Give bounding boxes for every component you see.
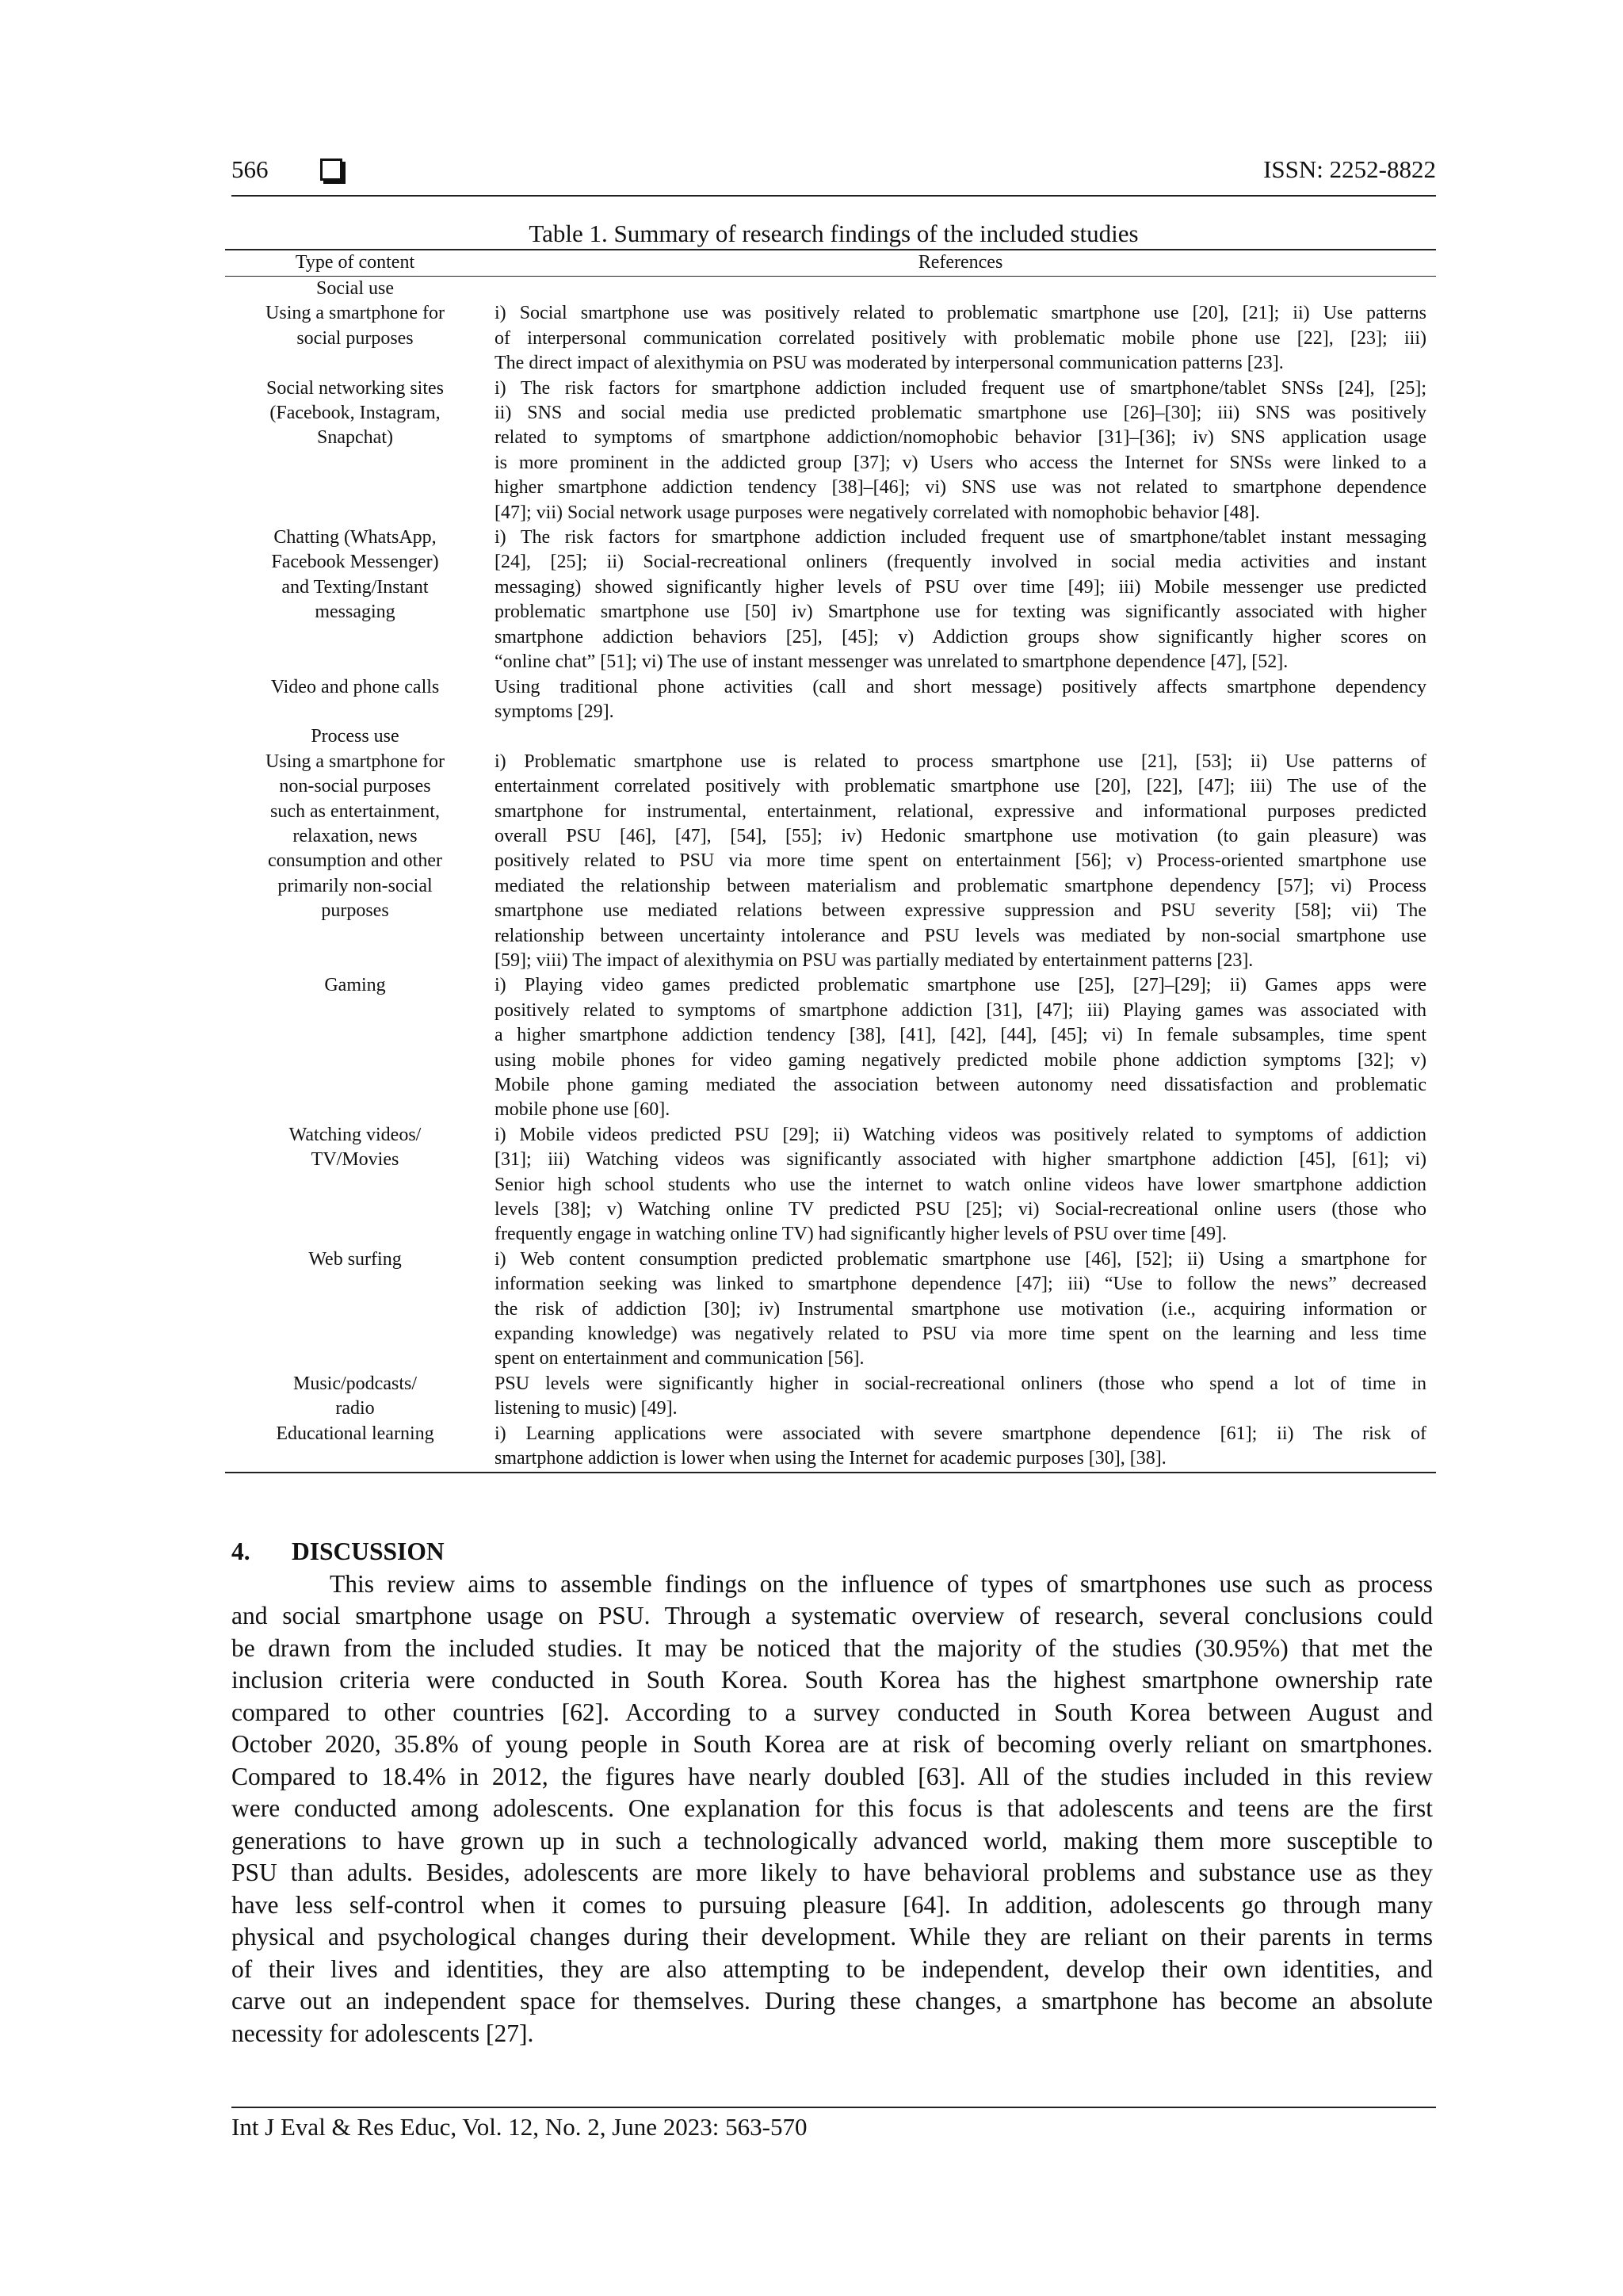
table-row (225, 750, 1436, 974)
references-cell (495, 675, 1426, 725)
paragraph-line: generations to have grown up in such a technologically advanced world, making them more susceptible to (231, 1826, 1433, 1855)
paragraph-line: be drawn from the included studies. It may be noticed that the majority of the studies (30.95%) that met the (231, 1633, 1433, 1662)
reference-line: information seeking was linked to smartphone dependence [47]; iii) “Use to follow the news” decreased (495, 1274, 1426, 1295)
content-type-line: Watching videos/ (288, 1124, 422, 1145)
reference-line: higher smartphone addiction tendency [38]–[46]; vi) SNS use was not related to smartphone dependence (495, 477, 1426, 499)
table-row (225, 301, 1436, 376)
content-type-cell (225, 1372, 485, 1422)
reference-line: expanding knowledge) was negatively related to PSU via more time spent on the learning and less time (495, 1324, 1426, 1345)
section-number: 4. (231, 1538, 250, 1565)
reference-line: levels [38]; v) Watching online TV predicted PSU [25]; vi) Social-recreational online users (those who (495, 1199, 1426, 1221)
content-type-line: TV/Movies (311, 1149, 399, 1171)
references-cell (495, 1422, 1426, 1472)
content-type-line: and Texting/Instant (281, 576, 429, 598)
table-row (225, 1372, 1436, 1422)
reference-line: Senior high school students who use the internet to watch online videos have lower smartphone addiction (495, 1174, 1426, 1195)
section-title: DISCUSSION (292, 1538, 445, 1565)
reference-line: symptoms [29]. (495, 701, 614, 722)
content-type-line: Web surfing (308, 1248, 402, 1270)
paragraph-line: compared to other countries [62]. According to a survey conducted in South Korea between August and (231, 1698, 1433, 1726)
reference-line: overall PSU [46], [47], [54], [55]; iv) Hedonic smartphone use motivation (to gain pleasure) was (495, 825, 1426, 846)
content-type-line: Chatting (WhatsApp, (273, 527, 437, 548)
table-caption: Table 1. Summary of research findings of the included studies (529, 220, 1139, 247)
references-cell (495, 1247, 1426, 1372)
content-type-line: social purposes (296, 327, 414, 349)
reference-line: the risk of addiction [30]; iv) Instrumental smartphone use motivation (i.e., acquiring information or (495, 1298, 1426, 1320)
table-row (225, 376, 1436, 525)
paragraph-line: PSU than adults. Besides, adolescents are more likely to have behavioral problems and substance use as they (231, 1859, 1433, 1886)
content-type-line: messaging (315, 602, 395, 623)
page-footer: Int J Eval & Res Educ, Vol. 12, No. 2, June 2023: 563-570 (231, 2107, 1436, 2141)
table-row (225, 973, 1436, 1122)
reference-line: “online chat” [51]; vi) The use of instant messenger was unrelated to smartphone dependence [47], [52]. (495, 651, 1289, 673)
reference-line: of interpersonal communication correlated positively with problematic mobile phone use [22], [23]; iii) (495, 327, 1426, 349)
paragraph-line: of their lives and identities, they are also attempting to be independent, develop their own identities, and (231, 1954, 1433, 1983)
discussion-section (231, 1536, 1433, 2050)
content-type-line: Facebook Messenger) (271, 552, 439, 573)
references-cell (495, 301, 1426, 376)
content-type-line: Using a smartphone for (265, 303, 445, 324)
issn: ISSN: 2252-8822 (1263, 155, 1436, 183)
paragraph-line: have less self-control when it comes to pursuing pleasure [64]. In addition, adolescents go through many (231, 1890, 1433, 1919)
paragraph-line: carve out an independent space for themselves. During these changes, a smartphone has become an absolute (231, 1987, 1433, 2015)
reference-line: i) Problematic smartphone use is related to process smartphone use [21], [53]; ii) Use patterns of (495, 751, 1426, 772)
reference-line: positively related to PSU via more time spent on entertainment [56]; v) Process-oriented smartphone use (495, 850, 1426, 872)
paragraph-line: October 2020, 35.8% of young people in South Korea are at risk of becoming overly reliant on smartphones. (231, 1730, 1433, 1758)
reference-line: Using traditional phone activities (call and short message) positively affects smartphone dependency (495, 676, 1426, 697)
reference-line: i) Social smartphone use was positively related to problematic smartphone use [20], [21]; ii) Use patterns (495, 303, 1426, 324)
content-type-cell (225, 301, 485, 376)
reference-line: a higher smartphone addiction tendency [38], [41], [42], [44], [45]; vi) In female subsamples, time spent (495, 1025, 1426, 1046)
paragraph-line: physical and psychological changes during their development. While they are reliant on their parents in terms (231, 1923, 1433, 1950)
reference-line: i) Learning applications were associated with severe smartphone dependence [61]; ii) The risk of (495, 1423, 1426, 1444)
column-header-type: Type of content (295, 252, 415, 273)
reference-line: messaging) showed significantly higher levels of PSU over time [49]; iii) Mobile messenger use predicted (495, 576, 1426, 598)
references-cell (495, 1372, 1426, 1422)
table-row (225, 1422, 1436, 1472)
section-heading (231, 1536, 1433, 1568)
content-type-line: radio (335, 1398, 375, 1419)
content-type-cell (225, 750, 485, 974)
reference-line: entertainment correlated positively with problematic smartphone use [20], [22], [47]; iii) The use of the (495, 776, 1426, 797)
reference-line: The direct impact of alexithymia on PSU was moderated by interpersonal communication patterns [23]. (495, 353, 1284, 374)
reference-line: problematic smartphone use [50] iv) Smartphone use for texting was significantly associated with higher (495, 602, 1426, 623)
content-type-line: primarily non-social (277, 875, 433, 896)
content-type-line: Video and phone calls (270, 676, 440, 697)
paragraph-line: necessity for adolescents [27]. (231, 2019, 534, 2047)
reference-line: related to symptoms of smartphone addiction/nomophobic behavior [31]–[36]; iv) SNS application usage (495, 427, 1426, 449)
page-number: 566 (231, 155, 269, 183)
table-row (225, 675, 1436, 725)
content-type-cell (225, 1422, 485, 1472)
content-type-line: Snapchat) (317, 427, 393, 449)
reference-line: smartphone for instrumental, entertainment, relational, expressive and informational purposes predicted (495, 800, 1426, 822)
table-header-row (225, 249, 1436, 277)
reference-line: i) Playing video games predicted problematic smartphone use [25], [27]–[29]; ii) Games apps were (495, 975, 1426, 996)
references-cell (495, 750, 1426, 974)
references-cell (495, 1123, 1426, 1247)
reference-line: spent on entertainment and communication [56]. (495, 1348, 865, 1370)
discussion-paragraph (231, 1568, 1433, 2050)
reference-line: smartphone addiction is lower when using the Internet for academic purposes [30], [38]. (495, 1448, 1167, 1469)
references-cell (495, 525, 1426, 674)
column-header-references: References (918, 252, 1003, 273)
table-row (225, 1247, 1436, 1372)
content-type-line: Gaming (324, 975, 386, 996)
content-type-cell (225, 973, 485, 1122)
findings-table (225, 249, 1436, 1473)
content-type-cell (225, 1247, 485, 1372)
references-cell (495, 973, 1426, 1122)
table-body (225, 277, 1436, 1473)
reference-line: ii) SNS and social media use predicted problematic smartphone use [26]–[30]; iii) SNS was positively (495, 403, 1426, 424)
page-header (231, 155, 1436, 197)
table-section-title: Social use (316, 278, 394, 299)
content-type-line: (Facebook, Instagram, (269, 403, 441, 424)
reference-line: mediated the relationship between materialism and problematic smartphone dependency [57]; vi) Process (495, 875, 1426, 896)
content-type-line: non-social purposes (279, 776, 431, 797)
reference-line: frequently engage in watching online TV) had significantly higher levels of PSU over time [49]. (495, 1224, 1227, 1245)
box-icon (320, 159, 342, 181)
reference-line: positively related to symptoms of smartphone addiction [31], [47]; iii) Playing games was associated with (495, 999, 1426, 1021)
reference-line: [59]; viii) The impact of alexithymia on PSU was partially mediated by entertainment patterns [23]. (495, 949, 1254, 971)
content-type-line: Music/podcasts/ (293, 1373, 417, 1394)
reference-line: i) Web content consumption predicted problematic smartphone use [46], [52]; ii) Using a smartphone for (495, 1248, 1426, 1270)
paragraph-line: inclusion criteria were conducted in South Korea. South Korea has the highest smartphone ownership rate (231, 1666, 1433, 1694)
content-type-cell (225, 675, 485, 725)
reference-line: i) The risk factors for smartphone addiction included frequent use of smartphone/tablet instant messaging (495, 527, 1426, 548)
paragraph-line: and social smartphone usage on PSU. Through a systematic overview of research, several conclusions could (231, 1602, 1433, 1629)
table-row (225, 1123, 1436, 1247)
reference-line: PSU levels were significantly higher in social-recreational onliners (those who spend a lot of time in (495, 1373, 1426, 1394)
reference-line: relationship between uncertainty intolerance and PSU levels was mediated by non-social smartphone use (495, 925, 1426, 946)
content-type-line: relaxation, news (292, 825, 418, 846)
content-type-line: consumption and other (268, 850, 442, 872)
reference-line: [47]; vii) Social network usage purposes were negatively correlated with nomophobic behavior [48]. (495, 502, 1260, 523)
content-type-line: Social networking sites (266, 377, 444, 399)
content-type-line: Educational learning (276, 1423, 434, 1444)
content-type-line: purposes (321, 900, 389, 922)
reference-line: smartphone use mediated relations between expressive suppression and PSU severity [58]; vii) The (495, 900, 1426, 922)
table-row (225, 525, 1436, 674)
content-type-cell (225, 376, 485, 525)
reference-line: mobile phone use [60]. (495, 1099, 670, 1121)
references-cell (495, 376, 1426, 525)
content-type-cell (225, 525, 485, 674)
reference-line: i) The risk factors for smartphone addiction included frequent use of smartphone/tablet SNSs [24], [25]; (495, 377, 1426, 399)
table-section-title: Process use (311, 726, 399, 747)
paragraph-line: This review aims to assemble findings on the influence of types of smartphones use such as process (330, 1569, 1433, 1598)
reference-line: listening to music) [49]. (495, 1398, 678, 1419)
content-type-cell (225, 1123, 485, 1247)
reference-line: Mobile phone gaming mediated the association between autonomy need dissatisfaction and problematic (495, 1075, 1426, 1095)
reference-line: i) Mobile videos predicted PSU [29]; ii) Watching videos was positively related to symptoms of addiction (495, 1124, 1426, 1145)
reference-line: is more prominent in the addicted group [37]; v) Users who access the Internet for SNSs were linked to a (495, 452, 1426, 473)
content-type-line: such as entertainment, (270, 800, 440, 822)
reference-line: [24], [25]; ii) Social-recreational onliners (frequently involved in social media activities and instant (495, 552, 1426, 573)
reference-line: [31]; iii) Watching videos was significantly associated with higher smartphone addiction [45], [61]; vi) (495, 1149, 1426, 1171)
reference-line: using mobile phones for video gaming negatively predicted mobile phone addiction symptoms [32]; v) (495, 1049, 1426, 1071)
content-type-line: Using a smartphone for (265, 751, 445, 772)
reference-line: smartphone addiction behaviors [25], [45]; v) Addiction groups show significantly higher scores on (495, 626, 1426, 648)
paragraph-line: Compared to 18.4% in 2012, the figures have nearly doubled [63]. All of the studies included in this review (231, 1762, 1433, 1790)
paragraph-line: were conducted among adolescents. One explanation for this focus is that adolescents and teens are the first (231, 1794, 1433, 1822)
